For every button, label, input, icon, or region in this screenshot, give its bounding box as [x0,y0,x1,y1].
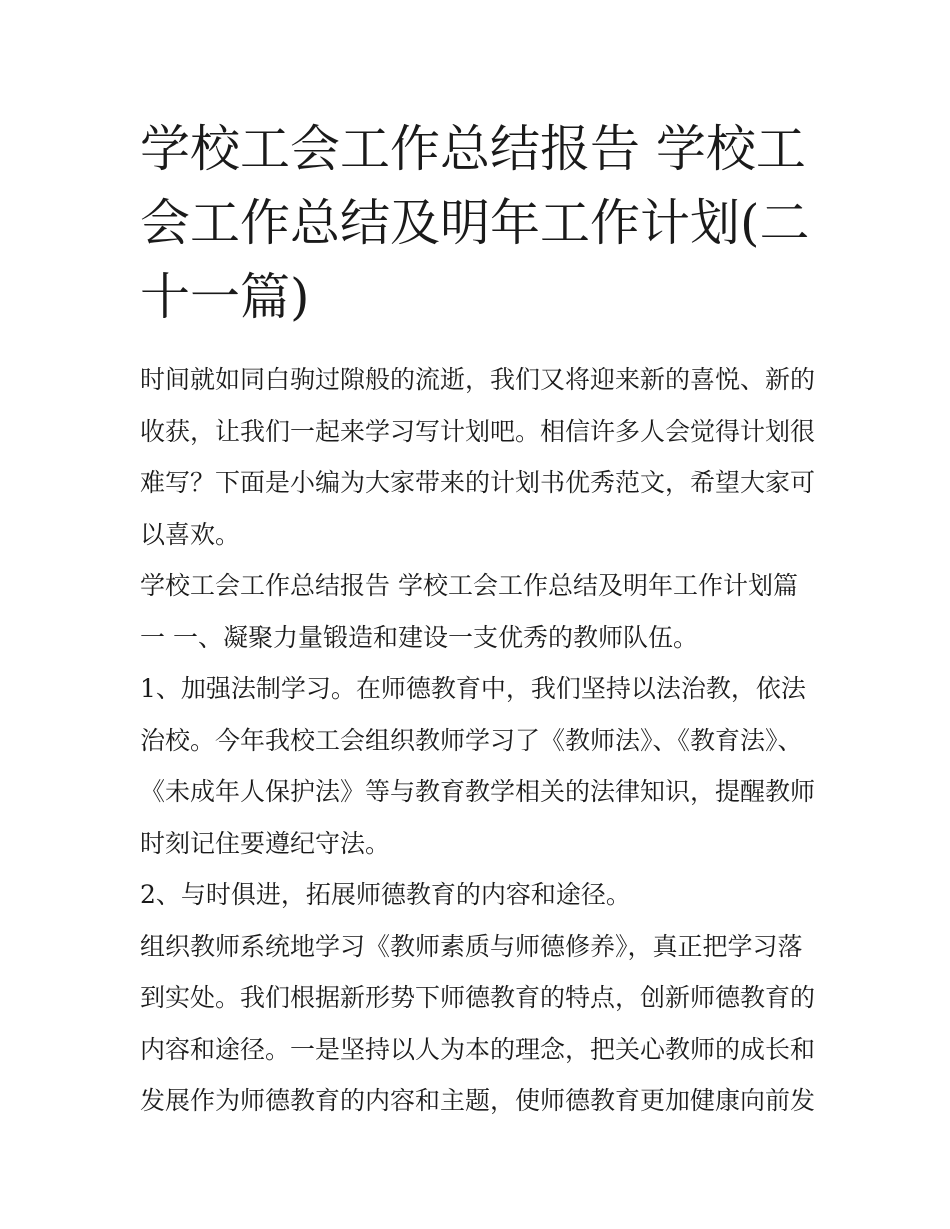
paragraph-item-2-detail: 组织教师系统地学习《教师素质与师德修养》，真正把学习落到实处。我们根据新形势下师德教育的特点，创新师德教育的内容和途径。一是坚持以人为本的理念，把关心教师的成长和发展作为师德教育的内容和主题，使师德教育更加健康向前发 [140,931,816,1115]
document-body [140,354,820,1127]
document-title: 学校工会工作总结报告 学校工会工作总结及明年工作计划(二十一篇) [140,120,810,326]
paragraph-section-heading: 学校工会工作总结报告 学校工会工作总结及明年工作计划篇一 一、凝聚力量锻造和建设一支优秀的教师队伍。 [140,571,798,652]
paragraph-intro: 时间就如同白驹过隙般的流逝，我们又将迎来新的喜悦、新的收获，让我们一起来学习写计划吧。相信许多人会觉得计划很难写？下面是小编为大家带来的计划书优秀范文，希望大家可以喜欢。 [140,365,816,549]
paragraph-item-2: 2、与时俱进，拓展师德教育的内容和途径。 [140,880,631,909]
paragraph-item-1: 1、加强法制学习。在师德教育中，我们坚持以法治教，依法治校。今年我校工会组织教师学习了《教师法》、《教育法》、《未成年人保护法》等与教育教学相关的法律知识，提醒教师时刻记住要遵纪守法。 [140,674,816,858]
